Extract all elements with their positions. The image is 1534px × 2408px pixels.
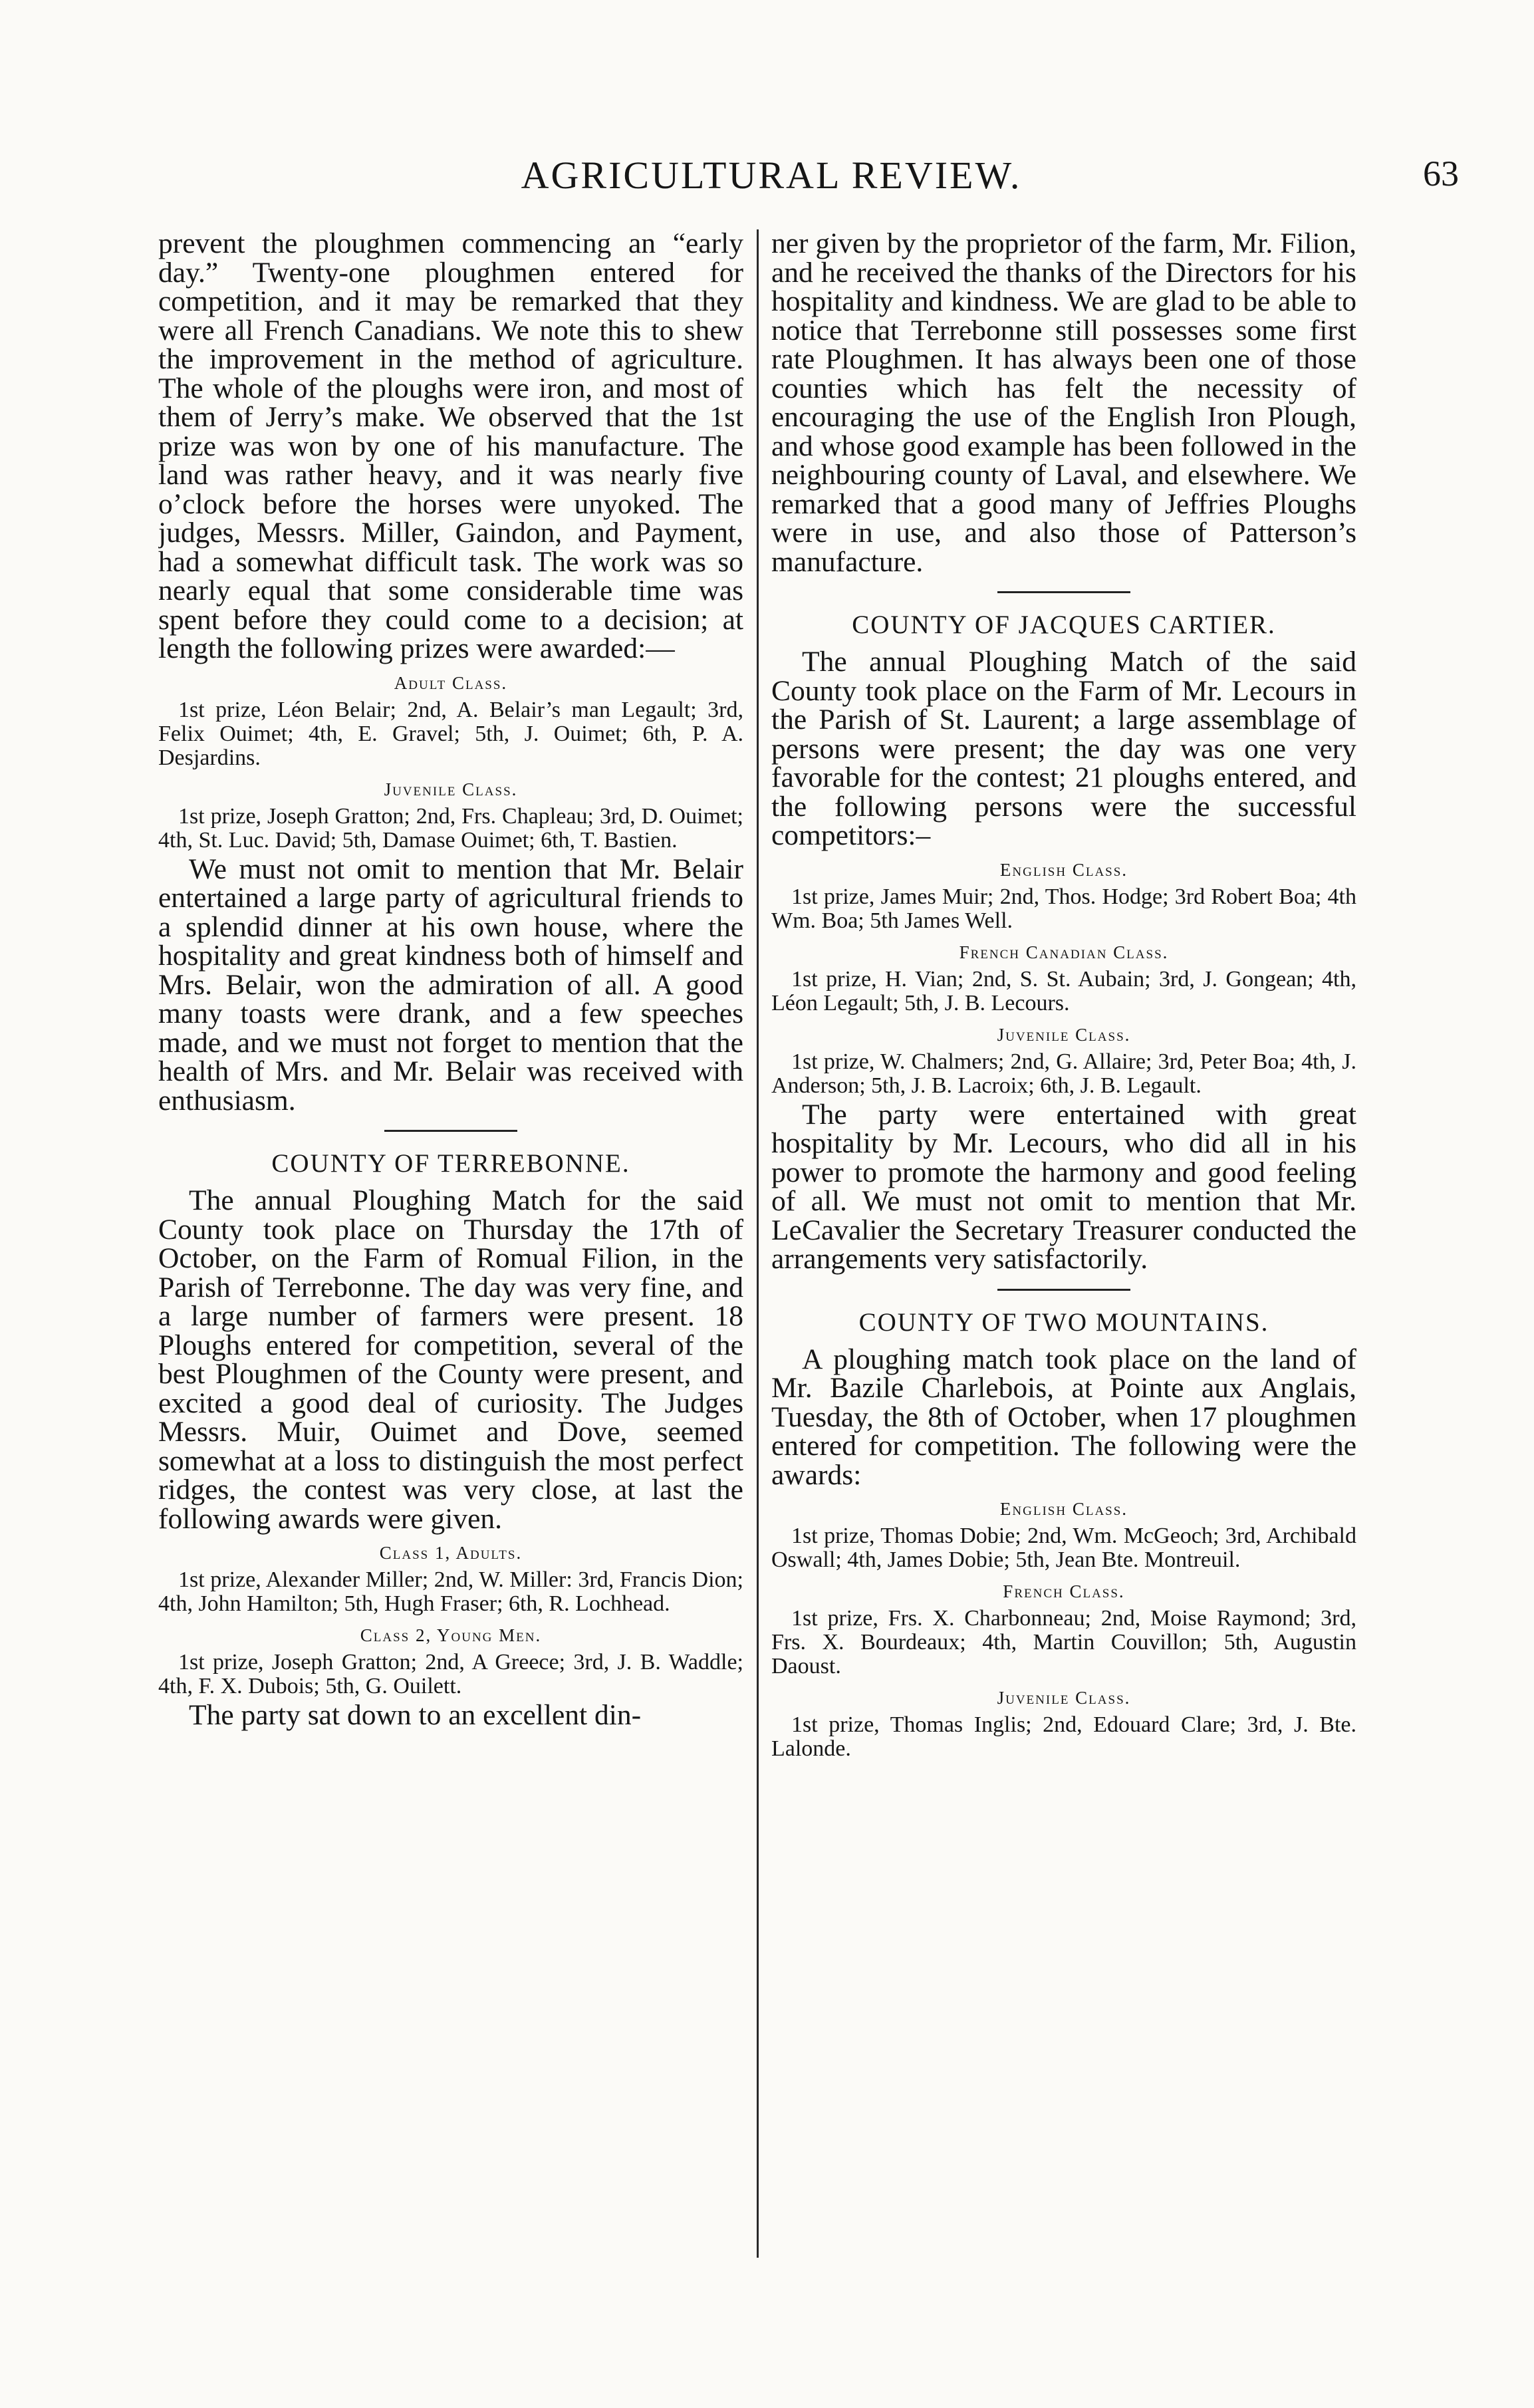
paragraph: prevent the ploughmen commencing an “early day.” Twenty-one ploughmen entered for competition, and it may be remarked that they were all French Canadians. We note this to shew the improvement in the method of agriculture. The whole of the ploughs were iron, and most of them of Jerry’s make. We observed that the 1st prize was won by one of his manufacture. The land was rather heavy, and it was nearly five o’clock before the horses were unyoked. The judges, Messrs. Miller, Gaindon, and Payment, had a somewhat difficult task. The work was so nearly equal that some considerable time was spent before they could come to a decision; at length the following prizes were awarded:— [158,229,743,664]
paragraph: ner given by the proprietor of the farm, Mr. Filion, and he received the thanks of the Directors for his hospitality and kindness. We are glad to be able to notice that Terrebonne still possesses some first rate Ploughmen. It has always been one of those counties which has felt the necessity of encouraging the use of the English Iron Plough, and whose good example has been followed in the neighbouring county of Laval, and elsewhere. We remarked that a good many of Jeffries Ploughs were in use, and also those of Patterson’s manufacture. [771,229,1356,578]
paragraph: The party sat down to an excellent din- [189,1699,642,1731]
prize-list: 1st prize, James Muir; 2nd, Thos. Hodge; 3rd Robert Boa; 4th Wm. Boa; 5th James Well. [771,884,1356,933]
paragraph: A ploughing match took place on the land of Mr. Bazile Charlebois, at Pointe aux Anglais, Tuesday, the 8th of October, when 17 ploughmen entered for competition. The following were the awards: [771,1343,1356,1491]
section-divider [384,1130,517,1132]
class-heading: French Class. [1003,1581,1125,1601]
class-heading: French Canadian Class. [959,942,1169,962]
paragraph: The annual Ploughing Match of the said County took place on the Farm of Mr. Lecours in the Parish of St. Laurent; a large assemblage of persons were present; the day was one very favorable for the contest; 21 ploughs entered, and the following persons were the successful competitors:– [771,646,1356,851]
section-divider [997,591,1130,593]
prize-list: 1st prize, Léon Belair; 2nd, A. Belair’s man Legault; 3rd, Felix Ouimet; 4th, E. Gravel; 5th, J. Ouimet; 6th, P. A. Desjardins. [158,697,743,770]
column-rule [757,229,759,2258]
prize-list: 1st prize, H. Vian; 2nd, S. St. Aubain; 3rd, J. Gongean; 4th, Léon Legault; 5th, J. B. Lecours. [771,966,1356,1015]
running-title: AGRICULTURAL REVIEW. [521,154,1022,197]
class-heading: Juvenile Class. [997,1024,1131,1045]
section-divider [997,1289,1130,1291]
prize-list: 1st prize, Frs. X. Charbonneau; 2nd, Moise Raymond; 3rd, Frs. X. Bourdeaux; 4th, Martin Couvillon; 5th, Augustin Daoust. [771,1606,1356,1678]
prize-list: 1st prize, W. Chalmers; 2nd, G. Allaire; 3rd, Peter Boa; 4th, J. Anderson; 5th, J. B. Lacroix; 6th, J. B. Legault. [771,1049,1356,1098]
class-heading: English Class. [999,1499,1128,1519]
prize-list: 1st prize, Alexander Miller; 2nd, W. Miller: 3rd, Francis Dion; 4th, John Hamilton; 5th, Hugh Fraser; 6th, R. Lochhead. [158,1567,743,1616]
section-heading: COUNTY OF TWO MOUNTAINS. [858,1307,1269,1337]
right-column [771,229,1356,2357]
prize-list: 1st prize, Joseph Gratton; 2nd, Frs. Chapleau; 3rd, D. Ouimet; 4th, St. Luc. David; 5th, Damase Ouimet; 6th, T. Bastien. [158,803,743,853]
class-heading: English Class. [999,859,1128,880]
page-number: 63 [1423,154,1459,194]
prize-list: 1st prize, Thomas Dobie; 2nd, Wm. McGeoch; 3rd, Archibald Oswall; 4th, James Dobie; 5th, Jean Bte. Montreuil. [771,1524,1356,1572]
section-heading: COUNTY OF TERREBONNE. [271,1149,630,1178]
paragraph: The party were entertained with great hospitality by Mr. Lecours, who did all in his power to promote the harmony and good feeling of all. We must not omit to mention that Mr. LeCavalier the Secretary Treasurer conducted the arrangements very satisfactorily. [771,1098,1356,1275]
section-heading: COUNTY OF JACQUES CARTIER. [852,610,1276,639]
class-heading: Class 1, Adults. [379,1543,523,1563]
class-heading: Adult Class. [394,672,508,693]
prize-list: 1st prize, Thomas Inglis; 2nd, Edouard Clare; 3rd, J. Bte. Lalonde. [771,1712,1356,1761]
class-heading: Juvenile Class. [997,1688,1131,1708]
page-header [0,148,1534,207]
paragraph: We must not omit to mention that Mr. Belair entertained a large party of agricultural friends to a splendid dinner at his own house, where the hospitality and great kindness both of himself and Mrs. Belair, won the admiration of all. A good many toasts were drank, and a few speeches made, and we must not forget to mention that the health of Mrs. and Mr. Belair was received with enthusiasm. [158,853,743,1117]
paragraph: The annual Ploughing Match for the said County took place on Thursday the 17th of October, on the Farm of Romual Filion, in the Parish of Terrebonne. The day was very fine, and a large number of farmers were present. 18 Ploughs entered for competition, several of the best Ploughmen of the County were present, and excited a good deal of curiosity. The Judges Messrs. Muir, Ouimet and Dove, seemed somewhat at a loss to distinguish the most perfect ridges, the contest was very close, at last the following awards were given. [158,1184,743,1535]
class-heading: Juvenile Class. [384,779,518,799]
left-column [158,229,743,2357]
prize-list: 1st prize, Joseph Gratton; 2nd, A Greece; 3rd, J. B. Waddle; 4th, F. X. Dubois; 5th, G. Ouilett. [158,1650,743,1698]
class-heading: Class 2, Young Men. [360,1625,542,1645]
